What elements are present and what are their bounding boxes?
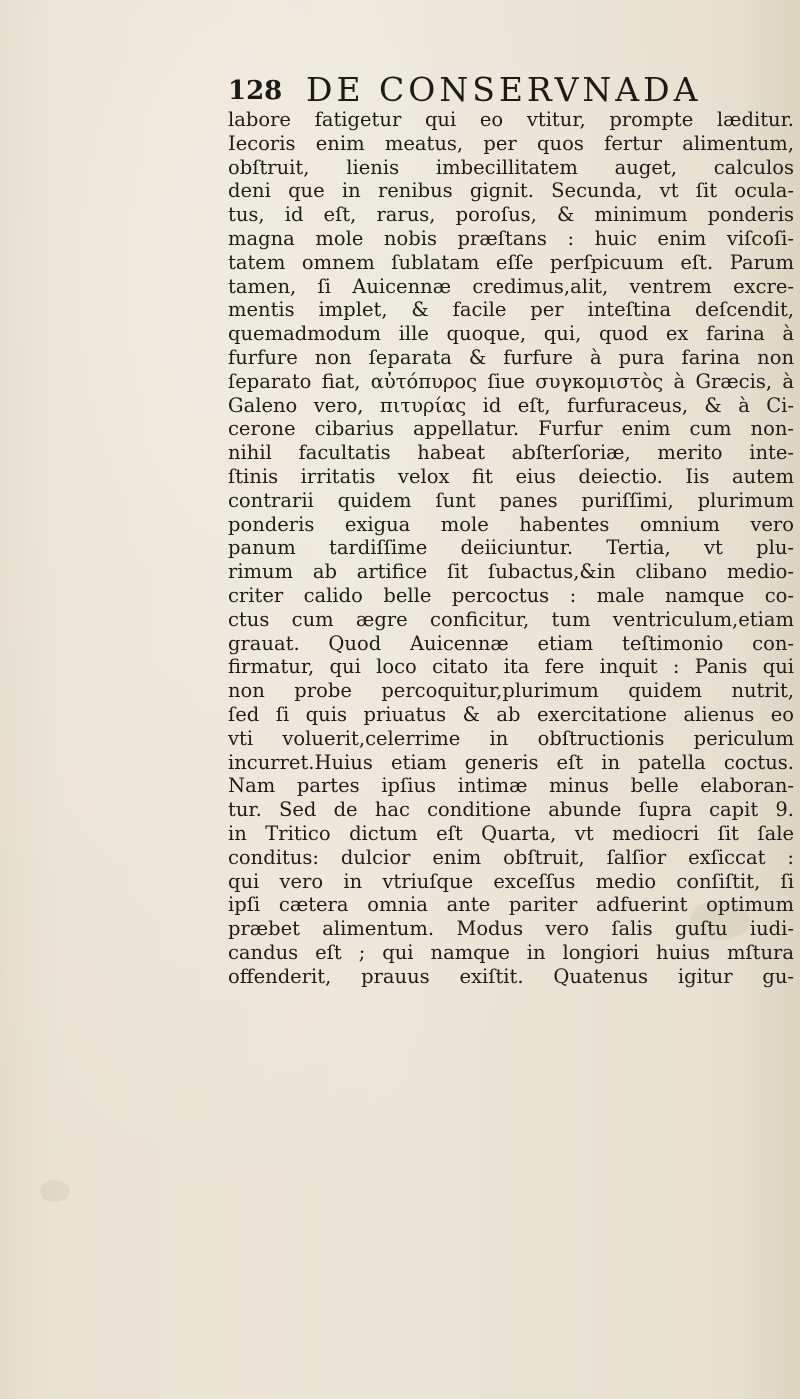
- text-line: contrarii quidem ſunt panes puriſſimi, plurimum: [228, 488, 794, 512]
- page-number: 128: [228, 76, 283, 106]
- text-line: tur. Sed de hac conditione abunde ſupra capit 9.: [228, 798, 794, 822]
- text-line: mentis implet, & facile per inteſtina deſcendit,: [228, 298, 794, 322]
- text-line: præbet alimentum. Modus vero ſalis guſtu iudi-: [228, 917, 794, 941]
- text-line: in Tritico dictum eſt Quarta, vt mediocri ſit ſale: [228, 821, 794, 845]
- text-line: Nam partes ipſius intimæ minus belle elaboran-: [228, 774, 794, 798]
- page-header: [228, 70, 788, 110]
- text-line: ipſi cætera omnia ante pariter adfuerint optimum: [228, 893, 794, 917]
- running-head: DE CONSERVNADA: [306, 70, 702, 109]
- body-text: [228, 108, 794, 988]
- text-line: cerone cibarius appellatur. Furfur enim cum non-: [228, 417, 794, 441]
- text-line: offenderit, prauus exiſtit. Quatenus igitur gu-: [228, 964, 794, 988]
- text-line: grauat. Quod Auicennæ etiam teſtimonio con-: [228, 631, 794, 655]
- text-line: firmatur, qui loco citato ita fere inquit : Panis qui: [228, 655, 794, 679]
- text-line: furfure non ſeparata & furfure à pura farina non: [228, 345, 794, 369]
- text-line: panum tardiſſime deiiciuntur. Tertia, vt plu-: [228, 536, 794, 560]
- text-line: ſed ſi quis priuatus & ab exercitatione alienus eo: [228, 702, 794, 726]
- text-line: Galeno vero, πιτυρίας id eſt, furfuraceus, & à Ci-: [228, 393, 794, 417]
- text-line: candus eſt ; qui namque in longiori huius mſtura: [228, 940, 794, 964]
- paper-stain: [40, 1180, 70, 1202]
- text-line: obſtruit, lienis imbecillitatem auget, calculos: [228, 155, 794, 179]
- text-line: incurret.Huius etiam generis eſt in patella coctus.: [228, 750, 794, 774]
- text-line: ctus cum ægre conficitur, tum ventriculum,etiam: [228, 607, 794, 631]
- text-line: Iecoris enim meatus, per quos fertur alimentum,: [228, 131, 794, 155]
- text-line: magna mole nobis præſtans : huic enim viſcoſi-: [228, 226, 794, 250]
- text-line: tamen, ſi Auicennæ credimus,alit, ventrem excre-: [228, 274, 794, 298]
- text-line: quemadmodum ille quoque, qui, quod ex farina à: [228, 322, 794, 346]
- text-line: qui vero in vtriuſque exceſſus medio conſiſtit, ſi: [228, 869, 794, 893]
- text-line: ſtinis irritatis velox fit eius deiectio. Iis autem: [228, 464, 794, 488]
- text-line: ponderis exigua mole habentes omnium vero: [228, 512, 794, 536]
- text-line: tatem omnem ſublatam eſſe perſpicuum eſt. Parum: [228, 250, 794, 274]
- text-line: deni que in renibus gignit. Secunda, vt ſit ocula-: [228, 179, 794, 203]
- text-line: rimum ab artifice ſit ſubactus,&in clibano medio-: [228, 560, 794, 584]
- text-line: criter calido belle percoctus : male namque co-: [228, 583, 794, 607]
- text-line: non probe percoquitur,plurimum quidem nutrit,: [228, 679, 794, 703]
- text-line: labore fatigetur qui eo vtitur, prompte læditur.: [228, 108, 794, 131]
- text-line: ſeparato fiat, αὐτόπυρος ſiue συγκομιστὸς à Græcis, à: [228, 369, 794, 393]
- text-line: conditus: dulcior enim obſtruit, ſalſior exſiccat :: [228, 845, 794, 869]
- text-line: nihil facultatis habeat abſterſoriæ, merito inte-: [228, 441, 794, 465]
- text-line: vti voluerit,celerrime in obſtructionis periculum: [228, 726, 794, 750]
- text-line: tus, id eſt, rarus, poroſus, & minimum ponderis: [228, 203, 794, 227]
